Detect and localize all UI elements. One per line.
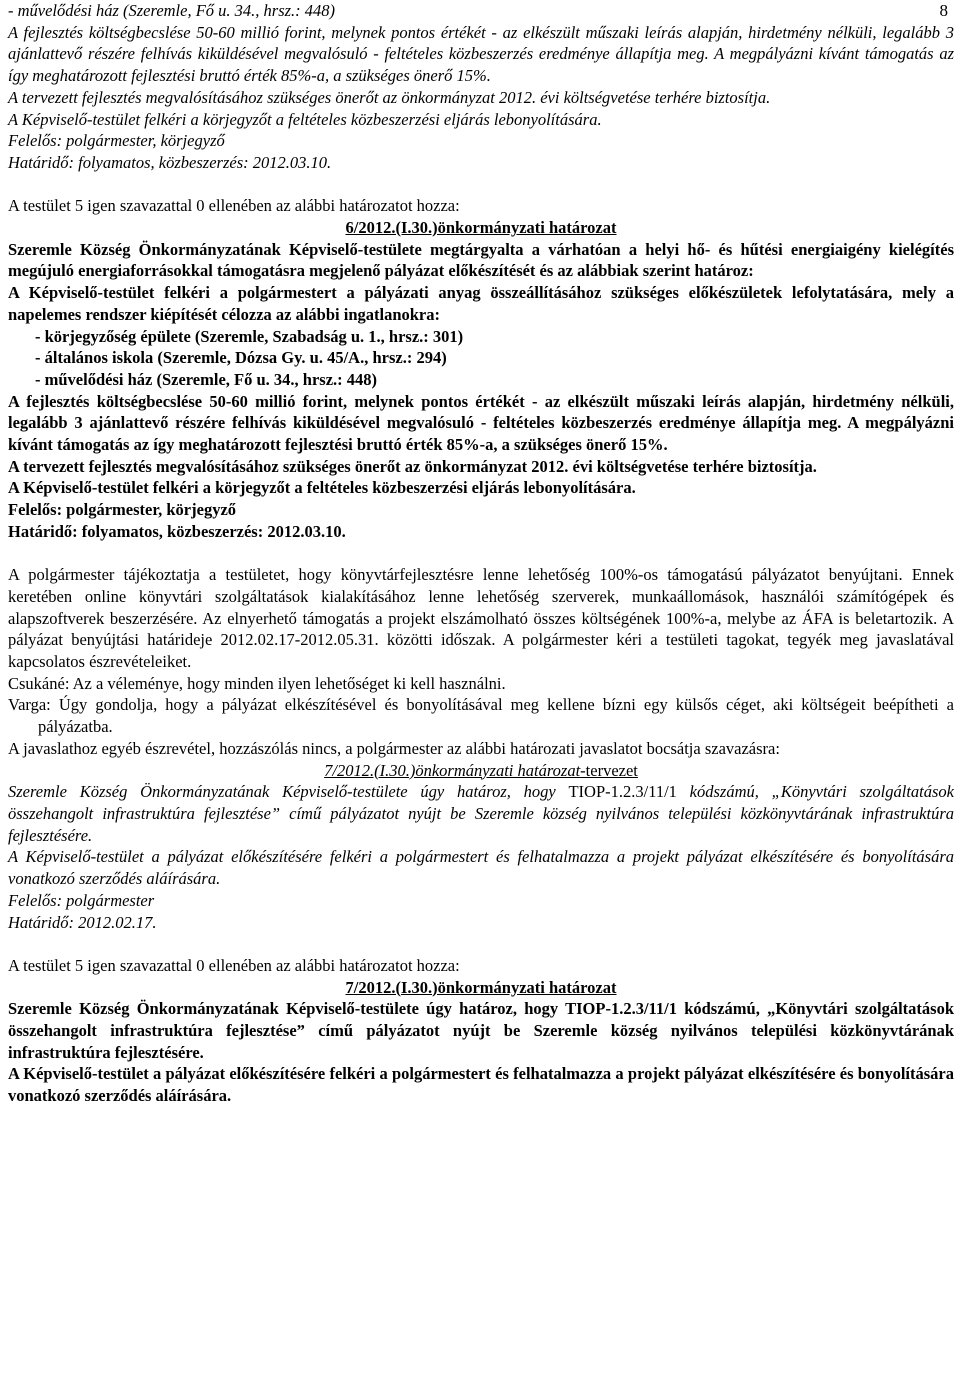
paragraph: Szeremle Község Önkormányzatának Képviselő-testülete megtárgyalta a várhatóan a helyi hő- és hűtési energiaigény kielégítés megújuló energiaforrásokkal támogatásra megjelenő pályázat előkészítését és az alábbiak szerint határoz: xyxy=(8,239,954,281)
paragraph: A fejlesztés költségbecslése 50-60 millió forint, melynek pontos értékét - az elkészült műszaki leírás alapján, hirdetmény nélküli, legalább 3 ajánlattevő részére felhívás kiküldésével megvalósuló - feltételes közbeszerzés eredménye állapítja meg. A megpályázni kívánt támogatás az így meghatározott fejlesztési bruttó érték 85%-a, a szükséges önerő 15%. xyxy=(8,22,954,86)
paragraph: A fejlesztés költségbecslése 50-60 millió forint, melynek pontos értékét - az elkészült műszaki leírás alapján, hirdetmény nélküli, legalább 3 ajánlattevő részére felhívás kiküldésével megvalósuló - feltételes közbeszerzés eredménye állapítja meg. A megpályázni kívánt támogatás az így meghatározott fejlesztési bruttó érték 85%-a, a szükséges önerő 15%. xyxy=(8,391,954,455)
paragraph: A testület 5 igen szavazattal 0 ellenében az alábbi határozatot hozza: xyxy=(8,196,460,216)
paragraph: A Képviselő-testület felkéri a körjegyzőt a feltételes közbeszerzési eljárás lebonyolítására. xyxy=(8,478,636,498)
paragraph: A Képviselő-testület a pályázat előkészítésére felkéri a polgármestert és felhatalmazza a projekt pályázat elkészítésére és bonyolítására vonatkozó szerződés aláírására. xyxy=(8,1064,954,1106)
draft-suffix: -tervezet xyxy=(580,760,638,780)
paragraph: Határidő: folyamatos, közbeszerzés: 2012.03.10. xyxy=(8,521,346,541)
paragraph: - művelődési ház (Szeremle, Fő u. 34., hrsz.: 448) xyxy=(8,1,336,20)
text-part: Szeremle Község Önkormányzatának Képviselő-testülete úgy határoz, hogy xyxy=(8,782,569,802)
paragraph: Határidő: 2012.02.17. xyxy=(8,912,157,932)
blank-line xyxy=(8,543,954,565)
code-part: TIOP-1.2.3/11/1 xyxy=(568,782,677,802)
paragraph: A polgármester tájékoztatja a testületet, hogy könyvtárfejlesztésre lenne lehetőség 100%-os támogatású pályázatot benyújtani. Ennek keretében online könyvtári szolgáltatások kialakításához lenne lehetőség szerverek, munkaállomások, használói számítógépek és alapszoftverek beszerzésére. Az elnyerhető támogatás a projekt elszámolható összes költségének 100%-a, melybe az ÁFA is beletartozik. A pályázat benyújtási határideje 2012.02.17-2012.05.31. közötti időszak. A polgármester kéri a testületi tagokat, tegyék meg javaslatával kapcsolatos észrevételeiket. xyxy=(8,565,954,672)
paragraph: Varga: Úgy gondolja, hogy a pályázat elkészítésével és bonyolításával meg kellene bízni egy külsős céget, aki költségeit beépítheti a pályázatba. xyxy=(8,695,954,737)
paragraph: Felelős: polgármester, körjegyző xyxy=(8,131,225,151)
paragraph: Felelős: polgármester xyxy=(8,890,155,910)
paragraph: - művelődési ház (Szeremle, Fő u. 34., hrsz.: 448) xyxy=(35,369,378,389)
draft-resolution-title xyxy=(8,760,954,782)
resolution-title-text: 6/2012.(I.30.)önkormányzati határozat xyxy=(345,218,617,238)
paragraph: Felelős: polgármester, körjegyző xyxy=(8,500,237,520)
draft-title-text: 7/2012.(I.30.)önkormányzati határozat xyxy=(324,760,581,780)
resolution-title xyxy=(8,217,954,239)
paragraph: - körjegyzőség épülete (Szeremle, Szabadság u. 1., hrsz.: 301) xyxy=(35,326,464,346)
blank-line xyxy=(8,933,954,955)
paragraph: A Képviselő-testület a pályázat előkészítésére felkéri a polgármestert és felhatalmazza a projekt pályázat elkészítésére és bonyolítására vonatkozó szerződés aláírására. xyxy=(8,847,954,889)
paragraph xyxy=(8,781,954,846)
paragraph: Határidő: folyamatos, közbeszerzés: 2012.03.10. xyxy=(8,152,332,172)
document-body xyxy=(8,0,954,1107)
paragraph: A tervezett fejlesztés megvalósításához szükséges önerőt az önkormányzat 2012. évi költségvetése terhére biztosítja. xyxy=(8,87,771,107)
paragraph: A tervezett fejlesztés megvalósításához szükséges önerőt az önkormányzat 2012. évi költségvetése terhére biztosítja. xyxy=(8,456,817,476)
paragraph: A testület 5 igen szavazattal 0 ellenében az alábbi határozatot hozza: xyxy=(8,955,460,975)
paragraph: A Képviselő-testület felkéri a polgármestert a pályázati anyag összeállításához szükséges előkészületek lefolytatására, mely a napelemes rendszer kiépítését célozza az alábbi ingatlanokra: xyxy=(8,283,954,324)
paragraph: Csukáné: Az a véleménye, hogy minden ilyen lehetőséget ki kell használni. xyxy=(8,673,506,693)
paragraph: Szeremle Község Önkormányzatának Képviselő-testülete úgy határoz, hogy TIOP-1.2.3/11/1 kódszámú, „Könyvtári szolgáltatások összehangolt infrastruktúra fejlesztése” című pályázatot nyújt be Szeremle község nyilvános települési közkönyvtárának infrastruktúra fejlesztésére. xyxy=(8,999,954,1062)
paragraph: - általános iskola (Szeremle, Dózsa Gy. u. 45/A., hrsz.: 294) xyxy=(35,348,447,368)
resolution-title-text: 7/2012.(I.30.)önkormányzati határozat xyxy=(345,977,617,997)
resolution-title xyxy=(8,977,954,999)
blank-line xyxy=(8,174,954,196)
page-number: 8 xyxy=(939,1,948,20)
paragraph: A Képviselő-testület felkéri a körjegyzőt a feltételes közbeszerzési eljárás lebonyolítására. xyxy=(8,109,602,129)
text-part: kódszámú, „Könyvtári szolgáltatások összehangolt infrastruktúra fejlesztése” című pályázatot nyújt be Szeremle község nyilvános települési közkönyvtárának infrastruktúra fejlesztésére. xyxy=(8,782,954,845)
paragraph: A javaslathoz egyéb észrevétel, hozzászólás nincs, a polgármester az alábbi határozati javaslatot bocsátja szavazásra: xyxy=(8,738,780,758)
